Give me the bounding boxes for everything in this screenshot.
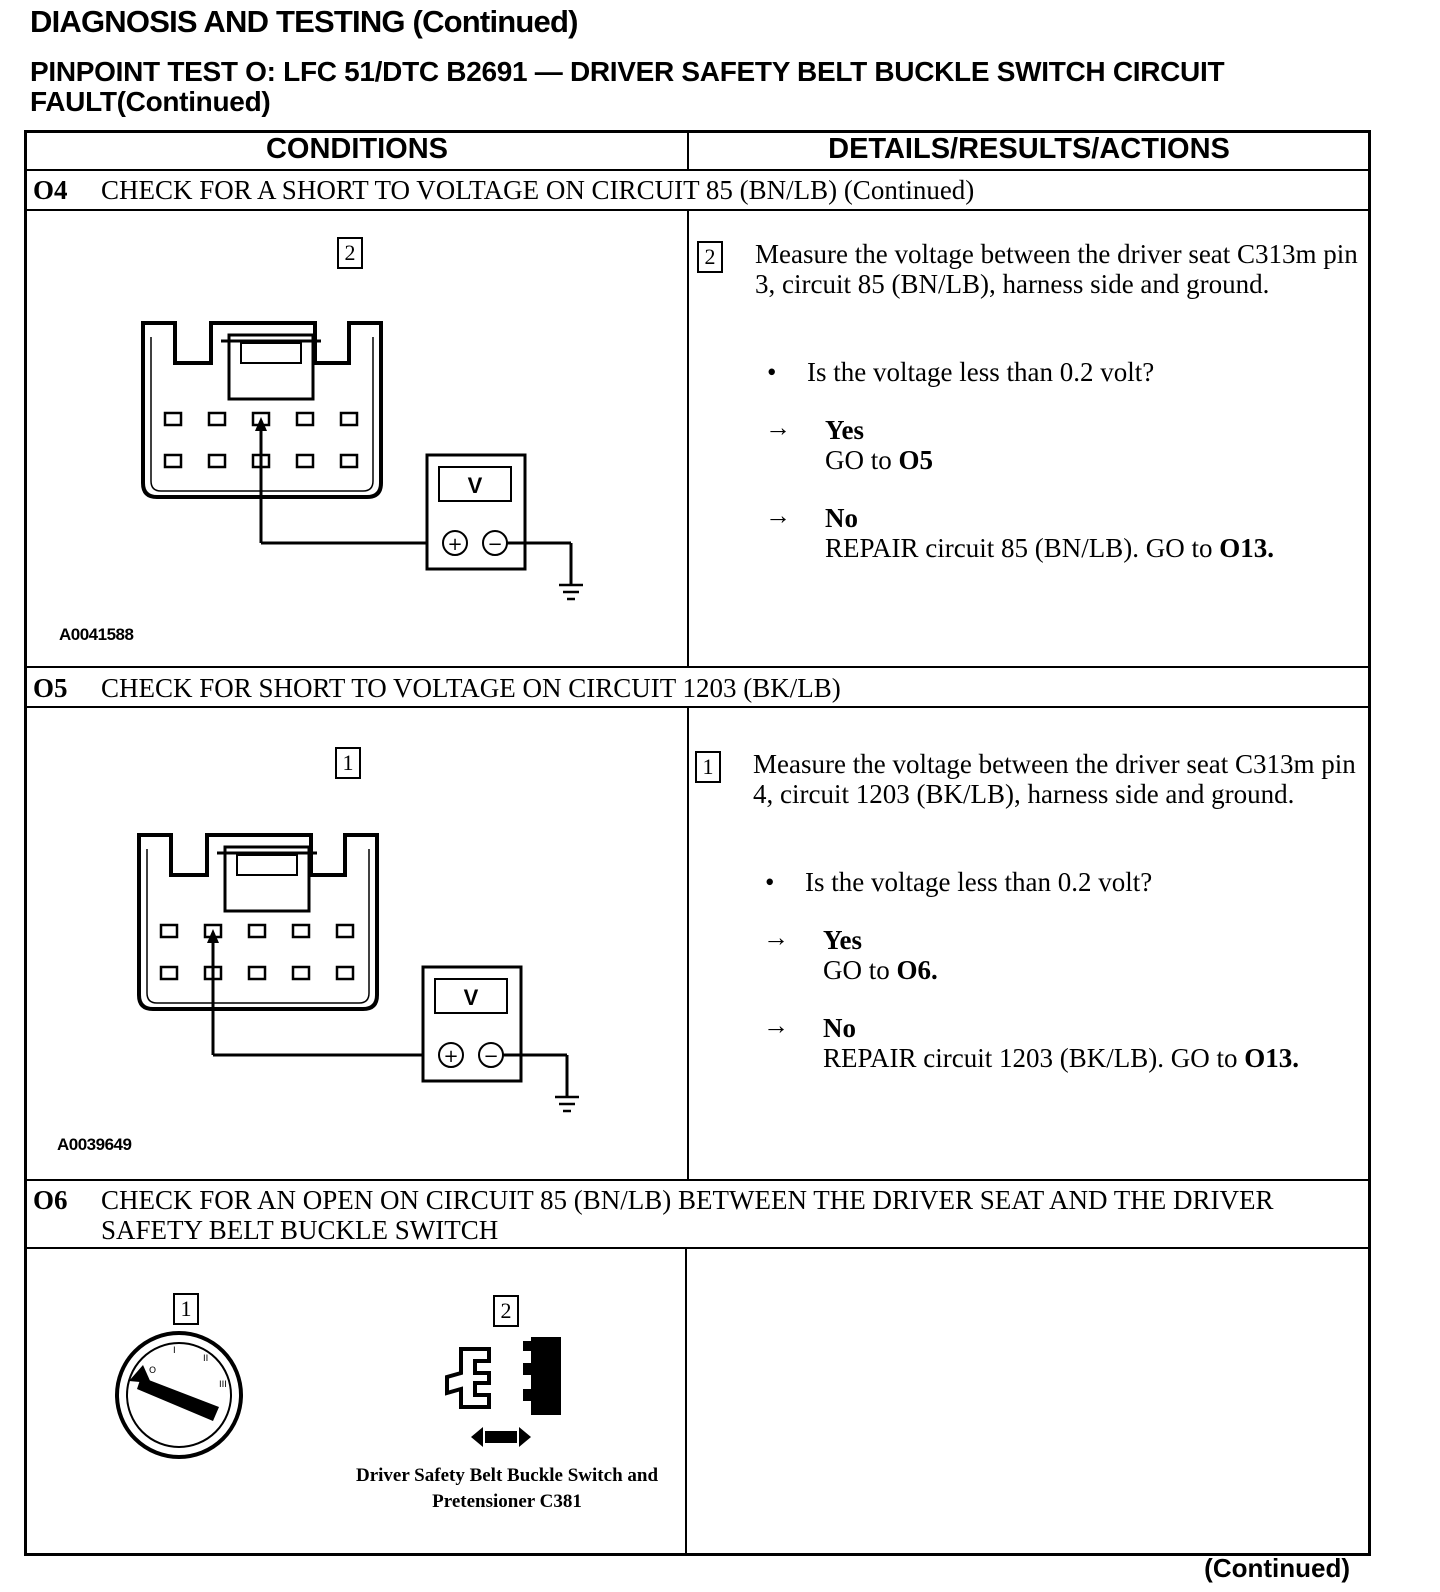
step-o4-figure-number: 2 bbox=[337, 237, 363, 269]
step-o5-action: Measure the voltage between the driver seat C313m pin 4, circuit 1203 (BK/LB), harness side and ground. bbox=[753, 749, 1356, 809]
svg-text:O: O bbox=[149, 1366, 157, 1376]
step-o6-figure-number-1: 1 bbox=[173, 1293, 199, 1325]
svg-text:III: III bbox=[219, 1380, 227, 1390]
page-title: DIAGNOSIS AND TESTING (Continued) bbox=[30, 4, 578, 39]
col-header-conditions: CONDITIONS bbox=[265, 133, 449, 165]
step-o4-yes-action: GO to O5 bbox=[825, 445, 934, 475]
step-o4-action: Measure the voltage between the driver seat C313m pin 3, circuit 85 (BN/LB), harness side and ground. bbox=[755, 239, 1358, 299]
step-o4-title: CHECK FOR A SHORT TO VOLTAGE ON CIRCUIT 85 (BN/LB) (Continued) bbox=[101, 175, 975, 205]
step-o6-figure-number-2: 2 bbox=[493, 1295, 519, 1327]
step-o5-yes-action: GO to O6. bbox=[823, 955, 938, 985]
step-o5-figure-id: A0039649 bbox=[57, 1135, 132, 1154]
ignition-switch-icon bbox=[113, 1329, 253, 1469]
step-o4-meter-label: V bbox=[467, 473, 483, 498]
step-o5-no-action: REPAIR circuit 1203 (BK/LB). GO to O13. bbox=[823, 1043, 1300, 1073]
connector-diagram-o5 bbox=[133, 825, 593, 1125]
svg-text:−: − bbox=[483, 1046, 499, 1067]
continued-label: (Continued) bbox=[1204, 1553, 1350, 1583]
step-o4-details: 2 Measure the voltage between the driver seat C313m pin 3, circuit 85 (BN/LB), harness side and ground. • Is the voltage less than 0.2 volt? → Yes GO to O5 → No REPAIR circuit 85 (BN/LB). GO to O13. bbox=[697, 239, 1367, 639]
buckle-connector-icon bbox=[439, 1329, 579, 1459]
step-o4-no-label: No bbox=[825, 503, 858, 533]
svg-text:+: + bbox=[443, 1046, 459, 1067]
step-o6-number: O6 bbox=[33, 1185, 68, 1215]
svg-text:+: + bbox=[447, 534, 463, 555]
step-o5-no-label: No bbox=[823, 1013, 856, 1043]
step-o5-question: Is the voltage less than 0.2 volt? bbox=[805, 867, 1153, 897]
svg-text:−: − bbox=[487, 534, 503, 555]
svg-text:II: II bbox=[203, 1354, 209, 1364]
step-o5-meter-label: V bbox=[463, 985, 479, 1010]
pinpoint-test-title: PINPOINT TEST O: LFC 51/DTC B2691 — DRIVER SAFETY BELT BUCKLE SWITCH CIRCUIT FAULT(Continued) bbox=[30, 56, 1225, 117]
step-o4-figure-id: A0041588 bbox=[59, 625, 134, 644]
step-o4-number: O4 bbox=[33, 175, 68, 205]
step-o5-title: CHECK FOR SHORT TO VOLTAGE ON CIRCUIT 1203 (BK/LB) bbox=[101, 673, 841, 703]
step-o5-figure-number: 1 bbox=[335, 747, 361, 779]
step-o5-action-number: 1 bbox=[695, 751, 721, 783]
svg-text:I: I bbox=[173, 1346, 176, 1356]
col-header-details: DETAILS/RESULTS/ACTIONS bbox=[828, 133, 1230, 165]
step-o6-title: CHECK FOR AN OPEN ON CIRCUIT 85 (BN/LB) BETWEEN THE DRIVER SEAT AND THE DRIVER SAFETY BELT BUCKLE SWITCH bbox=[101, 1185, 1274, 1245]
step-o6-figure-caption: Driver Safety Belt Buckle Switch and Pretensioner C381 bbox=[355, 1465, 659, 1512]
step-o4-no-action: REPAIR circuit 85 (BN/LB). GO to O13. bbox=[825, 533, 1275, 563]
step-o4-question: Is the voltage less than 0.2 volt? bbox=[807, 357, 1155, 387]
step-o5-details: 1 Measure the voltage between the driver seat C313m pin 4, circuit 1203 (BK/LB), harness side and ground. • Is the voltage less than 0.2 volt? → Yes GO to O6. → No REPAIR circuit 1203 (BK/LB). GO to O13. bbox=[695, 749, 1365, 1149]
step-o4-action-number: 2 bbox=[697, 241, 723, 273]
step-o4-yes-label: Yes bbox=[825, 415, 864, 445]
step-o5-yes-label: Yes bbox=[823, 925, 862, 955]
pinpoint-test-table bbox=[24, 130, 1371, 1556]
step-o5-number: O5 bbox=[33, 673, 68, 703]
connector-diagram-o4 bbox=[137, 313, 597, 613]
